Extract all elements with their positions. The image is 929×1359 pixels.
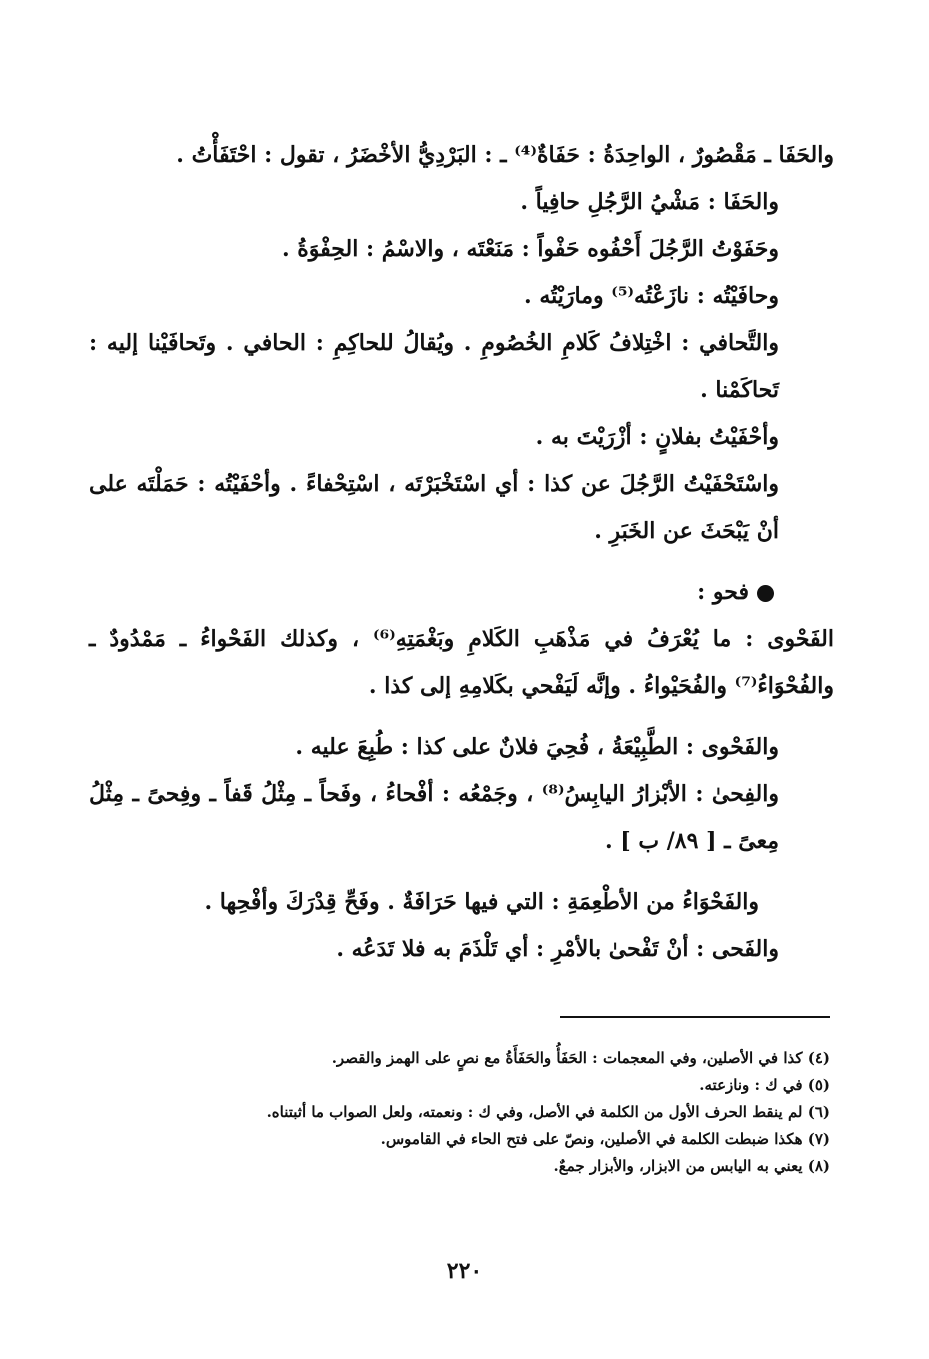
entry-fahwaa-food: والفَحْوَاءُ من الأطْعِمَةِ : التي فيها حَرَافَةٌ . وفَحِّ قِدْرَكَ وأفْحِها . xyxy=(204,889,759,915)
entry-faha: والفَحى : أنْ تَفْحىٰ بالأمْرِ : أي تَلْذَمَ به فلا تَدَعُه . xyxy=(336,936,779,962)
entry-fahwa-nature: والفَحْوى : الطَّبِيْعَةُ ، فُحِيَ فلانٌ على كذا : طُبِعَ عليه . xyxy=(295,734,779,760)
entry-istahfaytu: واسْتَحْفَيْتُ الرَّجُلَ عن كذا : أي اسْتَخْبَرْتَه ، اسْتِحْفاءً . وأحْفَيْتُه : حَمَلْتَه على أنْ يَبْحَثَ عن الخَبَرِ . xyxy=(89,471,780,544)
entry-hafa-walking: والحَفَا : مَشْيُ الرَّجُلِ حافِياً . xyxy=(520,189,779,215)
section-heading xyxy=(89,569,834,616)
footnote-divider xyxy=(560,1016,830,1018)
entry-hafa-plant: والحَفَا ـ مَقْصُورٌ ، الواحِدَةُ : حَفَاةٌ⁽⁴⁾ ـ : البَرْدِيُّ الأخْضَرُ ، تقول : احْتَفَأْتُ . xyxy=(176,142,834,168)
entry-ahfaytu: وأحْفَيْتُ بفلانٍ : أزْرَيْتَ به . xyxy=(535,424,779,450)
footnote-7: (٧) هكذا ضبطت الكلمة في الأصلين، ونصّ على فتح الحاء في القاموس. xyxy=(380,1130,830,1148)
bullet-icon xyxy=(757,585,774,602)
footnote-5: (٥) في ك : ونازعته. xyxy=(699,1076,830,1094)
page-number: ٢٢٠ xyxy=(446,1258,483,1284)
footnote-8: (٨) يعني به اليابس من الابزار، والأبزار جمعٌ. xyxy=(553,1157,830,1175)
entry-fahwa: الفَحْوى : ما يُعْرَفُ في مَذْهَبِ الكَلامِ وبَغْمَتِهِ⁽⁶⁾ ، وكذلك الفَحْواءُ ـ مَمْدُودٌ ـ والفُحْوَاءُ⁽⁷⁾ والفُحَيْواءُ . وإنَّه لَيَفْحي بكَلامِهِ إلى كذا . xyxy=(89,626,834,699)
entry-tahafi: والتَّحافي : اخْتِلافُ كَلامِ الخُصُومِ . ويُقالُ للحاكِمِ : الحافي . وتَحافَيْنا إليه : تَحاكَمْنا . xyxy=(89,330,779,403)
footnotes xyxy=(100,1045,830,1180)
entry-hafaytuhu: وحافَيْتُه : نازَعْتُه⁽⁵⁾ ومارَيْتُه . xyxy=(524,283,779,309)
footnote-4: (٤) كذا في الأصلين، وفي المعجمات : الحَفَأُ والحَفَأَةُ مع نصٍ على الهمز والقصر. xyxy=(331,1049,830,1067)
entry-fiha: والفِحىٰ : الأبْزارُ اليابِسُ⁽⁸⁾ ، وجَمْعُه : أفْحاءُ ، وفَحاً ـ مِثْلُ قَفاً ـ وفِحىً ـ مِثْلُ مِعىً ـ [ ٨٩/ ب ] . xyxy=(89,781,779,854)
section-heading-text: فحو : xyxy=(697,579,749,605)
main-text xyxy=(89,132,834,973)
footnote-6: (٦) لم ينقط الحرف الأول من الكلمة في الأصل، وفي ك : ونعمته، ولعل الصواب ما أثبتناه. xyxy=(266,1103,830,1121)
entry-hafawtu: وحَفَوْتُ الرَّجُلَ أَحْفُوه حَفْواً : مَنَعْتَه ، والاسْمُ : الحِفْوَةُ . xyxy=(281,236,779,262)
